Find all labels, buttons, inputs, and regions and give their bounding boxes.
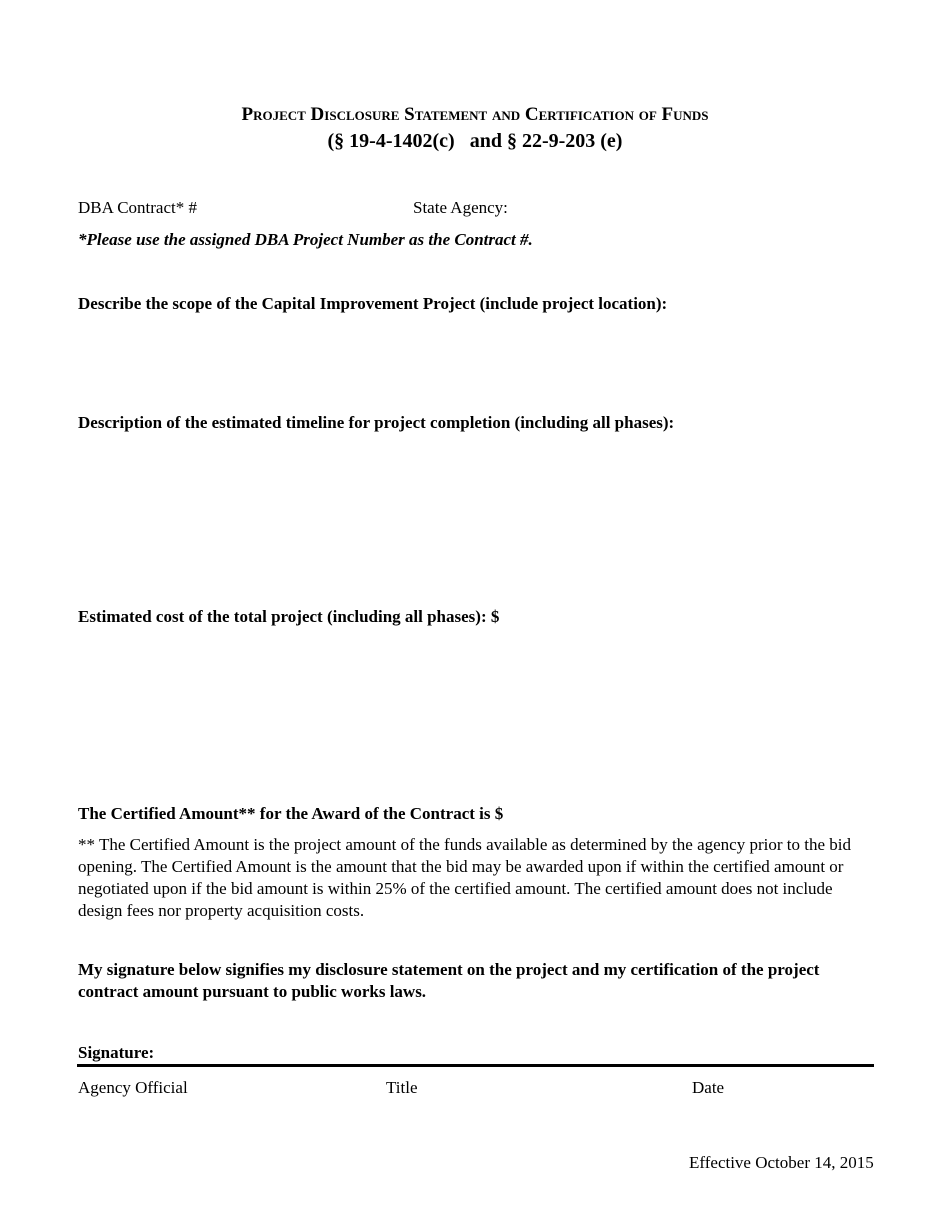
certified-amount-label: The Certified Amount** for the Award of the Contract is $ (78, 804, 504, 823)
date-label: Date (692, 1078, 725, 1097)
title-label: Title (386, 1078, 418, 1097)
project-scope-label: Describe the scope of the Capital Improvement Project (include project location): (78, 294, 668, 313)
agency-official-label: Agency Official (78, 1078, 188, 1097)
document-title: Project Disclosure Statement and Certification of Funds (241, 104, 709, 125)
state-agency-label: State Agency: (413, 198, 508, 217)
statute-reference: (§ 19-4-1402(c) and § 22-9-203 (e) (327, 130, 623, 152)
estimated-cost-label: Estimated cost of the total project (including all phases): $ (78, 607, 500, 626)
effective-date: Effective October 14, 2015 (689, 1153, 874, 1172)
dba-contract-label: DBA Contract* # (78, 198, 197, 217)
signature-line (77, 1064, 874, 1067)
signature-statement: My signature below signifies my disclosure statement on the project and my certification of the project contract amount pursuant to public works laws. (78, 960, 820, 1001)
contract-number-note: *Please use the assigned DBA Project Number as the Contract #. (78, 230, 533, 249)
project-timeline-label: Description of the estimated timeline for project completion (including all phases): (78, 413, 675, 432)
signature-label: Signature: (78, 1043, 155, 1062)
certified-amount-note: ** The Certified Amount is the project amount of the funds available as determined by the agency prior to the bid opening. The Certified Amount is the amount that the bid may be awarded upon if within the certified amount or negotiated upon if the bid amount is within 25% of the certified amount. The certified amount does not include design fees nor property acquisition costs. (78, 835, 851, 920)
